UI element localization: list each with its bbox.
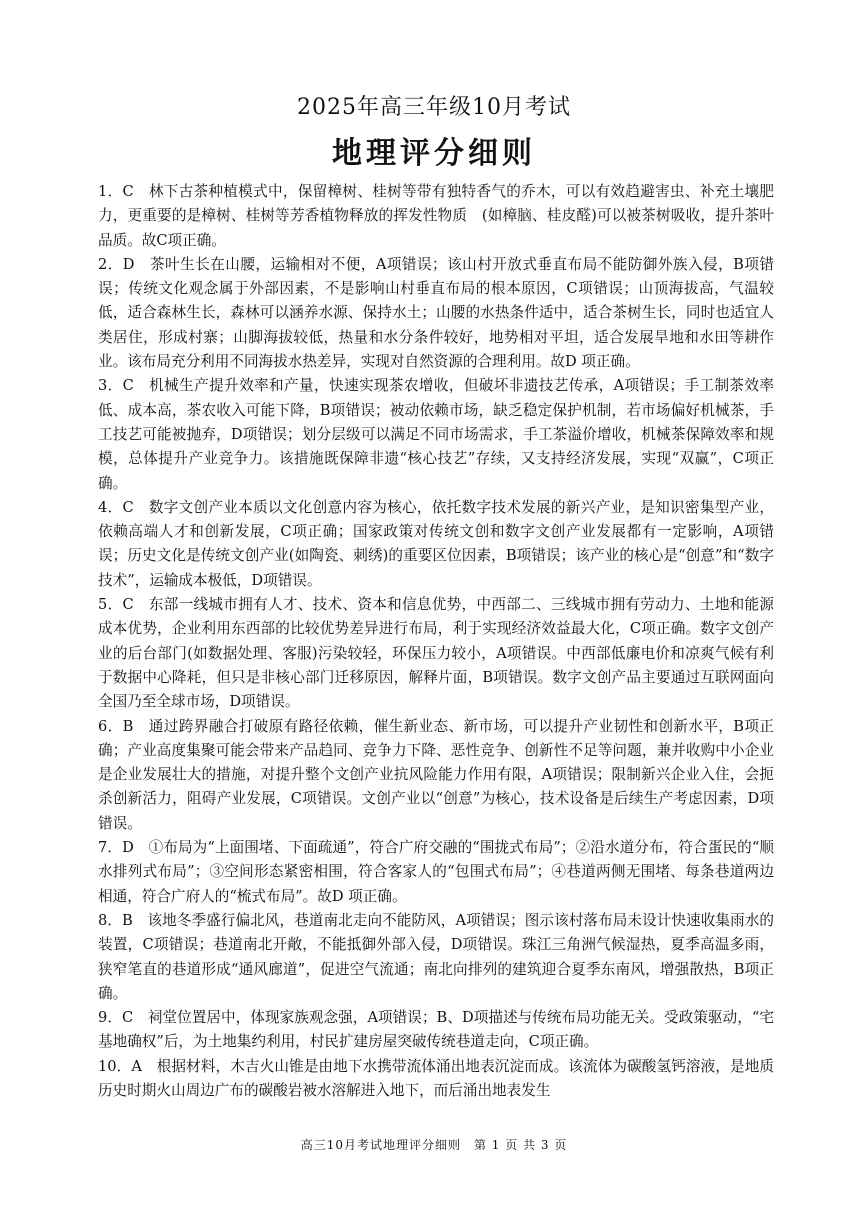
exam-title: 2025年高三年级10月考试 (297, 95, 571, 120)
answer-item-9: 9．C 祠堂位置居中，体现家族观念强，A项错误；B、D项描述与传统布局功能无关。受政策驱动，“宅基地确权”后，为土地集约利用，村民扩建房屋突破传统巷道走向，C项正确。 (98, 1009, 774, 1051)
answer-item-3: 3．C 机械生产提升效率和产量，快速实现茶农增收，但破坏非遗技艺传承，A项错误；手工制茶效率低、成本高，茶农收入可能下降，B项错误；被动依赖市场，缺乏稳定保护机制，若市场偏好机械茶，手工技艺可能被抛弃，D项错误；划分层级可以满足不同市场需求，手工茶溢价增收，机械茶保障效率和规模，总体提升产业竞争力。该措施既保障非遗“核心技艺”存续，又支持经济发展，实现“双赢”，C项正确。 (98, 377, 774, 492)
page-footer: 高三10月考试地理评分细则 第 1 页 共 3 页 (300, 1138, 568, 1152)
answer-item-4: 4．C 数字文创产业本质以文化创意内容为核心，依托数字技术发展的新兴产业，是知识密集型产业，依赖高端人才和创新发展，C项正确；国家政策对传统文创和数字文创产业发展都有一定影响，A项错误；历史文化是传统文创产业(如陶瓷、刺绣)的重要区位因素，B项错误；该产业的核心是“创意”和“数字技术”，运输成本极低，D项错误。 (98, 498, 774, 589)
answer-item-2: 2．D 茶叶生长在山腰，运输相对不便，A项错误；该山村开放式垂直布局不能防御外族入侵，B项错误；传统文化观念属于外部因素，不是影响山村垂直布局的根本原因，C项错误；山顶海拔高，气温较低，适合森林生长，森林可以涵养水源、保持水土；山腰的水热条件适中，适合茶树生长，同时也适宜人类居住，形成村寨；山脚海拔较低，热量和水分条件较好，地势相对平坦，适合发展旱地和水田等耕作业。该布局充分利用不同海拔水热差异，实现对自然资源的合理利用。故D 项正确。 (98, 255, 774, 371)
answer-item-8: 8．B 该地冬季盛行偏北风，巷道南北走向不能防风，A项错误；图示该村落布局未设计快速收集雨水的装置，C项错误；巷道南北开敞，不能抵御外部入侵，D项错误。珠江三角洲气候湿热，夏季高温多雨，狭窄笔直的巷道形成“通风廊道”，促进空气流通；南北向排列的建筑迎合夏季东南风，增强散热，B项正确。 (98, 911, 774, 1002)
answer-item-1: 1．C 林下古茶种植模式中，保留樟树、桂树等带有独特香气的乔木，可以有效趋避害虫、补充土壤肥力，更重要的是樟树、桂树等芳香植物释放的挥发性物质 (如樟脑、桂皮醛)可以被茶树吸收，提升茶叶品质。故C项正确。 (98, 183, 774, 249)
answer-list (98, 180, 774, 1103)
answer-item-6: 6．B 通过跨界融合打破原有路径依赖，催生新业态、新市场，可以提升产业韧性和创新水平，B项正确；产业高度集聚可能会带来产品趋同、竞争力下降、恶性竞争、创新性不足等问题，兼并收购中小企业是企业发展壮大的措施，对提升整个文创产业抗风险能力作用有限，A项错误；限制新兴企业入住，会扼杀创新活力，阻碍产业发展，C项错误。文创产业以“创意”为核心，技术设备是后续生产考虑因素，D项错误。 (98, 717, 774, 832)
answer-item-10: 10．A 根据材料，木吉火山锥是由地下水携带流体涌出地表沉淀而成。该流体为碳酸氢钙溶液，是地质历史时期火山周边广布的碳酸岩被水溶解进入地下，而后涌出地表发生 (98, 1057, 774, 1099)
answer-item-5: 5．C 东部一线城市拥有人才、技术、资本和信息优势，中西部二、三线城市拥有劳动力、土地和能源成本优势，企业利用东西部的比较优势差异进行布局，利于实现经济效益最大化，C项正确。数字文创产业的后台部门(如数据处理、客服)污染较轻，环保压力较小，A项错误。中西部低廉电价和凉爽气候有利于数据中心降耗，但只是非核心部门迁移原因，解释片面，B项错误。数字文创产品主要通过互联网面向全国乃至全球市场，D项错误。 (98, 596, 774, 711)
answer-item-7: 7．D ①布局为“上面围堵、下面疏通”，符合广府交融的“围拢式布局”；②沿水道分布，符合蛋民的“顺水排列式布局”；③空间形态紧密相围，符合客家人的“包围式布局”；④巷道两侧无围堵、每条巷道两边相通，符合广府人的“梳式布局”。故D 项正确。 (98, 839, 774, 905)
document-title: 地理评分细则 (332, 136, 536, 171)
